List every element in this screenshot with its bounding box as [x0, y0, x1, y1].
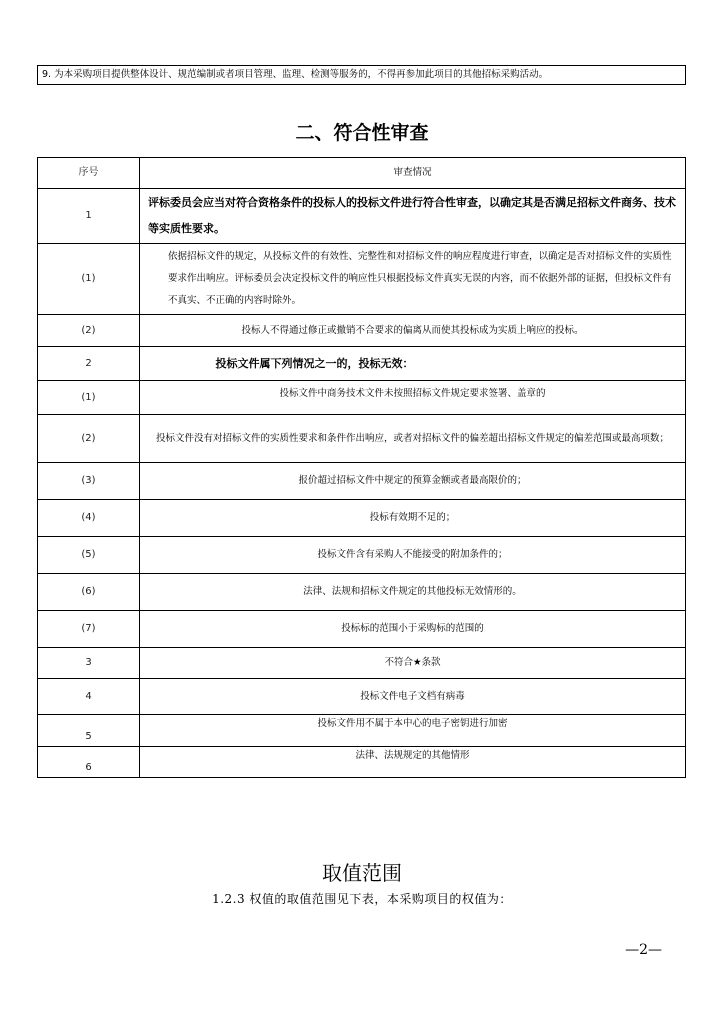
row-num: (2)	[38, 315, 140, 347]
table-row	[38, 537, 686, 574]
table-row	[38, 463, 686, 500]
row-num: (6)	[38, 574, 140, 611]
table-row	[38, 381, 686, 415]
row-num: 5	[38, 715, 140, 747]
row-content: 投标文件电子文档有病毒	[140, 679, 686, 715]
row-num: 4	[38, 679, 140, 715]
row-num: (1)	[38, 381, 140, 415]
table-row	[38, 679, 686, 715]
row-num: (1)	[38, 244, 140, 315]
row-num: (7)	[38, 611, 140, 648]
row-num: (3)	[38, 463, 140, 500]
table-row	[38, 715, 686, 747]
table-row	[38, 244, 686, 315]
section-title: 二、符合性审查	[295, 122, 429, 144]
row-content: 报价超过招标文件中规定的预算金额或者最高限价的；	[140, 463, 686, 500]
row-content: 法律、法规规定的其他情形	[140, 747, 686, 778]
row-content	[140, 244, 686, 315]
row-num: 1	[38, 189, 140, 244]
range-title: 取值范围	[322, 861, 402, 885]
row-num: (2)	[38, 415, 140, 463]
top-note: 9. 为本采购项目提供整体设计、规范编制或者项目管理、监理、检测等服务的，不得再参加此项目的其他招标采购活动。	[37, 65, 686, 85]
row-content-text: 依据招标文件的规定，从投标文件的有效性、完整性和对招标文件的响应程度进行审查，以确定是否对招标文件的实质性要求作出响应。评标委员会决定投标文件的响应性只根据投标文件真实无误的内容，而不依据外部的证据，但投标文件有不真实、不正确的内容时除外。	[168, 251, 672, 306]
table-row	[38, 747, 686, 778]
review-table	[37, 157, 686, 778]
row-content: 不符合★条款	[140, 648, 686, 679]
table-row	[38, 574, 686, 611]
row-content: 投标文件属下列情况之一的，投标无效：	[140, 347, 686, 381]
header-content: 审查情况	[140, 158, 686, 189]
row-content: 投标标的范围小于采购标的范围的	[140, 611, 686, 648]
row-content: 投标文件没有对招标文件的实质性要求和条件作出响应，或者对招标文件的偏差超出招标文件规定的偏差范围或最高项数；	[140, 415, 686, 463]
table-header-row	[38, 158, 686, 189]
row-content: 法律、法规和招标文件规定的其他投标无效情形的。	[140, 574, 686, 611]
row-content: 投标文件含有采购人不能接受的附加条件的；	[140, 537, 686, 574]
range-text: 1.2.3 权值的取值范围见下表，本采购项目的权值为：	[212, 892, 512, 906]
row-content: 评标委员会应当对符合资格条件的投标人的投标文件进行符合性审查，以确定其是否满足招标文件商务、技术等实质性要求。	[140, 189, 686, 244]
table-row	[38, 347, 686, 381]
row-num: 6	[38, 747, 140, 778]
page-number: —2—	[625, 942, 662, 958]
table-row	[38, 415, 686, 463]
row-num: 2	[38, 347, 140, 381]
row-content: 投标文件用不属于本中心的电子密钥进行加密	[140, 715, 686, 747]
table-row	[38, 648, 686, 679]
row-num: (5)	[38, 537, 140, 574]
row-num: (4)	[38, 500, 140, 537]
header-num: 序号	[38, 158, 140, 189]
table-row	[38, 611, 686, 648]
table-row	[38, 500, 686, 537]
row-num: 3	[38, 648, 140, 679]
table-row	[38, 315, 686, 347]
row-content: 投标有效期不足的；	[140, 500, 686, 537]
table-row	[38, 189, 686, 244]
row-content: 投标文件中商务技术文件未按照招标文件规定要求签署、盖章的	[140, 381, 686, 415]
row-content: 投标人不得通过修正或撤销不合要求的偏离从而使其投标成为实质上响应的投标。	[140, 315, 686, 347]
